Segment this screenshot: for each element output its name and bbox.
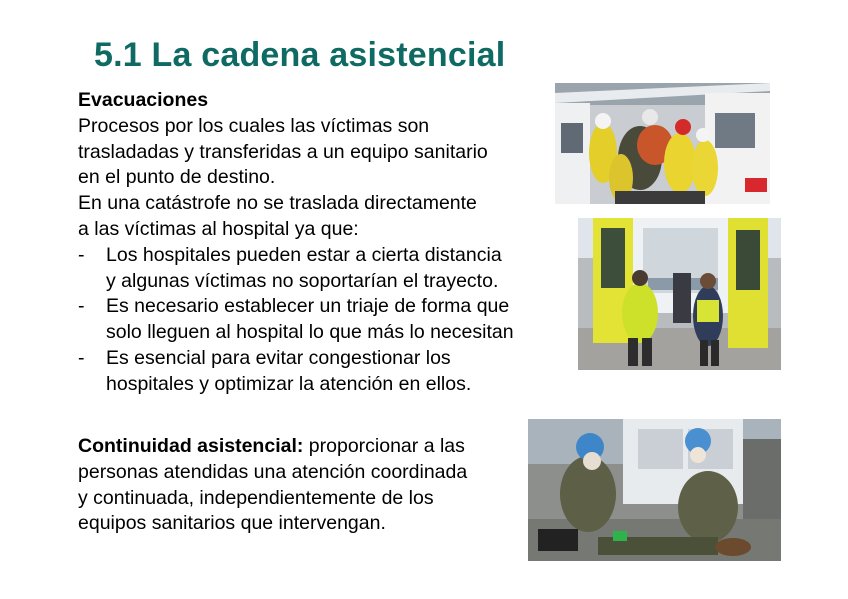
bullet-line: Es necesario establecer un triaje de forma que (106, 295, 510, 318)
military-medics-photo (528, 419, 781, 561)
slide-title: 5.1 La cadena asistencial (94, 36, 506, 74)
continuidad-first-line-rest: proporcionar a las (303, 435, 465, 457)
bullet-line: hospitales y optimizar la atención en ellos. (106, 372, 472, 395)
bullet-line: y algunas víctimas no soportarían el trayecto. (106, 269, 499, 292)
bullet-item (78, 346, 578, 398)
bullet-dash: - (78, 295, 85, 318)
continuidad-line: equipos sanitarios que intervengan. (78, 512, 386, 535)
evacuaciones-section (78, 88, 578, 398)
continuidad-section (78, 434, 538, 537)
continuidad-line: personas atendidas una atención coordinada (78, 460, 468, 483)
ambulance-loading-photo (578, 218, 781, 370)
bullet-line: solo lleguen al hospital lo que más lo necesitan (106, 321, 514, 344)
evacuaciones-line: Procesos por los cuales las víctimas son (78, 114, 430, 137)
bullet-dash: - (78, 346, 85, 369)
evacuaciones-line: en el punto de destino. (78, 166, 276, 189)
continuidad-line: y continuada, independientemente de los (78, 486, 434, 509)
helicopter-evacuation-photo (555, 83, 770, 204)
evacuaciones-line: a las víctimas al hospital ya que: (78, 217, 359, 240)
bullet-dash: - (78, 243, 85, 266)
bullet-line: Es esencial para evitar congestionar los (106, 346, 451, 369)
evacuaciones-line: En una catástrofe no se traslada directamente (78, 192, 477, 215)
bullet-item (78, 294, 578, 346)
continuidad-first-line (78, 434, 538, 460)
bullet-line: Los hospitales pueden estar a cierta distancia (106, 243, 502, 266)
evacuaciones-heading: Evacuaciones (78, 89, 209, 111)
bullet-item (78, 243, 578, 295)
evacuaciones-line: trasladadas y transferidas a un equipo sanitario (78, 140, 488, 163)
continuidad-heading: Continuidad asistencial: (78, 435, 304, 457)
